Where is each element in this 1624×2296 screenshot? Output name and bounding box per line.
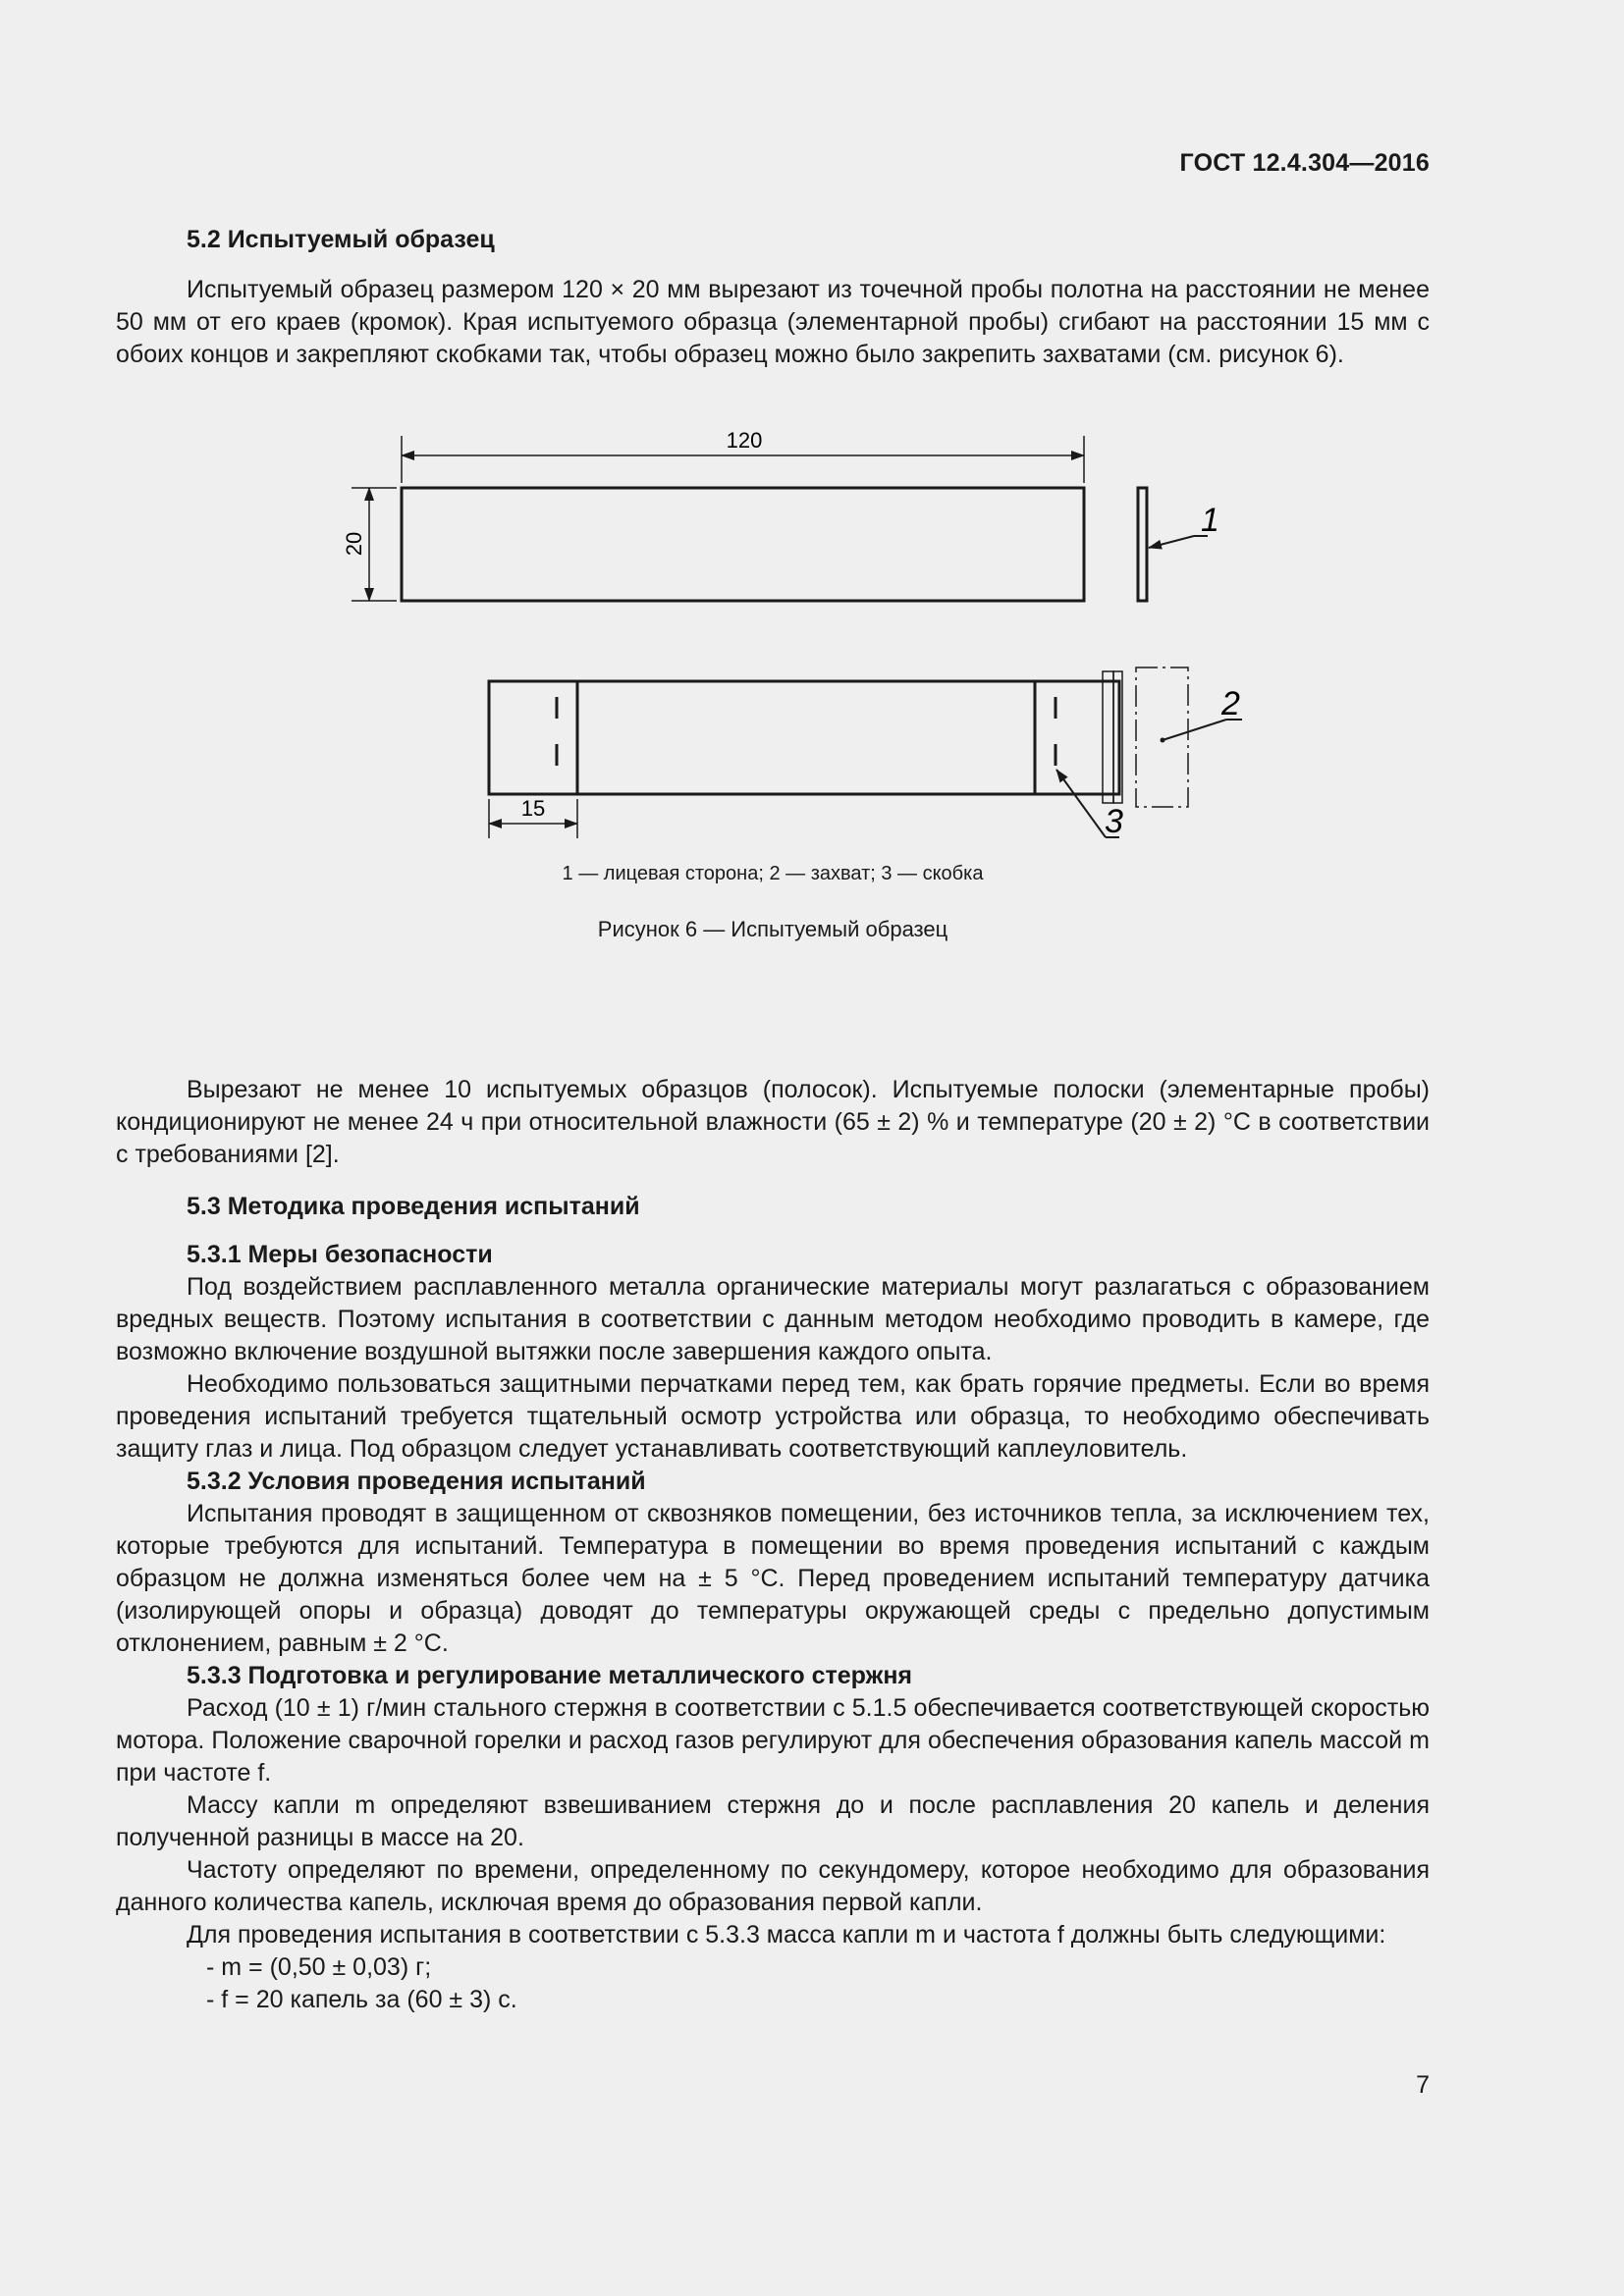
page-content (116, 224, 1430, 2016)
section-5-3-3-title: 5.3.3 Подготовка и регулирование металлического стержня (187, 1662, 913, 1689)
section-5-2-title: 5.2 Испытуемый образец (187, 226, 495, 253)
label-2: 2 (1221, 685, 1240, 722)
list-item-mass: - m = (0,50 ± 0,03) г; (206, 1953, 432, 1981)
length-dimension-label: 120 (726, 428, 763, 453)
section-5-3-2-title: 5.3.2 Условия проведения испытаний (187, 1468, 646, 1495)
figure-6 (116, 377, 1430, 1074)
section-5-3-title: 5.3 Методика проведения испытаний (187, 1193, 640, 1220)
section-5-2-paragraph: Испытуемый образец размером 120 × 20 мм вырезают из точечной пробы полотна на расстоянии не менее 50 мм от его краев (кромок). Края испытуемого образца (элементарной пробы) сгибают на расстоянии 15 мм с обоих концов и закрепляют скобками так, чтобы образец можно было закрепить захватами (см. рисунок 6). (116, 276, 1430, 368)
section-5-3-3-paragraph-3: Частоту определяют по времени, определенному по секундомеру, которое необходимо для образования данного количества капель, исключая время до образования первой капли. (116, 1856, 1430, 1916)
section-5-3-1-paragraph-1: Под воздействием расплавленного металла органические материалы могут разлагаться с образованием вредных веществ. Поэтому испытания в соответствии с данным методом необходимо проводить в камере, где возможно включение воздушной вытяжки после завершения каждого опыта. (116, 1273, 1430, 1365)
section-5-3-1-paragraph-2: Необходимо пользоваться защитными перчатками перед тем, как брать горячие предметы. Если во время проведения испытаний требуется тщательный осмотр устройства или образца, то необходимо обеспечивать защиту глаз и лица. Под образцом следует устанавливать соответствующий каплеуловитель. (116, 1370, 1430, 1463)
label-1: 1 (1201, 502, 1219, 539)
flat-specimen (342, 428, 1219, 601)
figure-legend: 1 — лицевая сторона; 2 — захват; 3 — скобка (562, 863, 984, 884)
label-3: 3 (1105, 803, 1123, 840)
folded-specimen (489, 667, 1242, 840)
section-5-3-3-paragraph-1: Расход (10 ± 1) г/мин стального стержня в соответствии с 5.1.5 обеспечивается соответствующей скоростью мотора. Положение сварочной горелки и расход газов регулируют для обеспечения образования капель массой m при частоте f. (116, 1694, 1430, 1787)
section-5-3-3-paragraph-4: Для проведения испытания в соответствии с 5.3.3 масса капли m и частота f должны быть следующими: (187, 1921, 1386, 1949)
list-item-frequency: - f = 20 капель за (60 ± 3) с. (206, 1986, 517, 2013)
section-5-3-3-paragraph-2: Массу капли m определяют взвешиванием стержня до и после расплавления 20 капель и деления полученной разницы в массе на 20. (116, 1791, 1430, 1851)
page-number: 7 (1416, 2071, 1430, 2099)
grip-outline (1136, 667, 1188, 807)
face-side-profile (1138, 488, 1147, 601)
fold-dimension-label: 15 (520, 796, 546, 821)
section-5-3-1-title: 5.3.1 Меры безопасности (187, 1241, 493, 1268)
section-5-3-2-paragraph-1: Испытания проводят в защищенном от сквозняков помещении, без источников тепла, за исключением тех, которые требуются для испытаний. Температура в помещении во время проведения испытаний с каждым образцом не должна изменяться более чем на ± 5 °С. Перед проведением испытаний температуру датчика (изолирующей опоры и образца) доводят до температуры окружающей среды с предельно допустимым отклонением, равным ± 2 °С. (116, 1500, 1430, 1657)
figure-caption: Рисунок 6 — Испытуемый образец (597, 917, 948, 941)
after-figure-paragraph: Вырезают не менее 10 испытуемых образцов (полосок). Испытуемые полоски (элементарные пробы) кондиционируют не менее 24 ч при относительной влажности (65 ± 2) % и температуре (20 ± 2) °С в соответствии с требованиями [2]. (116, 1076, 1430, 1168)
width-dimension-label: 20 (342, 531, 366, 557)
standard-code: ГОСТ 12.4.304—2016 (1179, 149, 1430, 177)
